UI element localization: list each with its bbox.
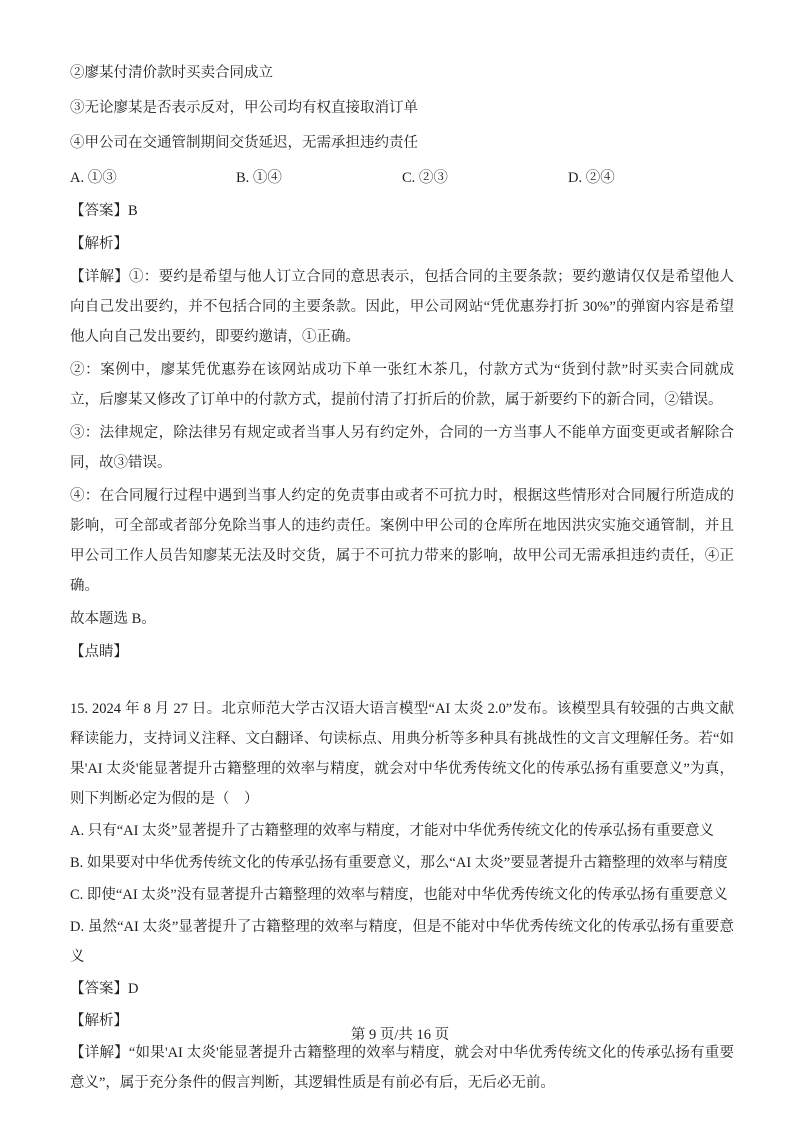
page-footer xyxy=(0,1024,800,1046)
q15-detail: 【详解】“如果'AI 太炎'能显著提升古籍整理的效率与精度，就会对中华优秀传统文化的传承弘扬有重要意义”，属于充分条件的假言判断，其逻辑性质是有前必有后，无后必无前。 xyxy=(70,1045,734,1091)
q15-analysis-heading: 【解析】 xyxy=(70,1013,128,1029)
q14-statement-4: ④甲公司在交通管制期间交货延迟，无需承担违约责任 xyxy=(70,135,418,151)
page-number-indicator: 第 9 页/共 16 页 xyxy=(350,1027,450,1043)
section-gap xyxy=(70,670,734,694)
page-content xyxy=(70,58,734,1100)
q15-answer: 【答案】D xyxy=(70,981,139,997)
q14-detail-point-2: ②：案例中，廖某凭优惠券在该网站成功下单一张红木茶几，付款方式为“货到付款”时买卖合同就成立，后廖某又修改了订单中的付款方式，提前付清了打折后的价款，属于新要约下的新合同，②错误。 xyxy=(70,362,734,408)
q14-option-a: A. ①③ xyxy=(70,170,117,186)
q14-option-b: B. ①④ xyxy=(236,170,282,186)
question-14-section xyxy=(70,58,734,667)
q15-option-c: C. 即使“AI 太炎”没有显著提升古籍整理的效率与精度，也能对中华优秀传统文化的传承弘扬有重要意义 xyxy=(70,887,728,903)
q15-stem: 15. 2024 年 8 月 27 日。北京师范大学古汉语大语言模型“AI 太炎 2.0”发布。该模型具有较强的古典文献释读能力，支持词义注释、文白翻译、句读标点、用典分析等多种具有挑战性的文言文理解任务。若“如果'AI 太炎'能显著提升古籍整理的效率与精度，就会对中华优秀传统文化的传承弘扬有重要意义”为真，则下判断必定为假的是（ ） xyxy=(70,701,734,807)
q15-option-b: B. 如果要对中华优秀传统文化的传承弘扬有重要意义，那么“AI 太炎”要显著提升古籍整理的效率与精度 xyxy=(70,855,728,871)
q14-detail-point-4: ④：在合同履行过程中遇到当事人约定的免责事由或者不可抗力时，根据这些情形对合同履行所造成的影响，可全部或者部分免除当事人的违约责任。案例中甲公司的仓库所在地因洪灾实施交通管制，并且甲公司工作人员告知廖某无法及时交货，属于不可抗力带来的影响，故甲公司无需承担违约责任，④正确。 xyxy=(70,488,734,594)
q14-statement-2: ②廖某付清价款时买卖合同成立 xyxy=(70,65,273,81)
q14-options-row xyxy=(70,163,734,193)
q14-answer: 【答案】B xyxy=(70,203,138,219)
q14-detail-point-1: 【详解】①：要约是希望与他人订立合同的意思表示，包括合同的主要条款；要约邀请仅仅是希望他人向自己发出要约，并不包括合同的主要条款。因此，甲公司网站“凭优惠券打折 30%”的弹窗内容是希望他人向自己发出要约，即要约邀请，①正确。 xyxy=(70,269,734,345)
q15-option-a: A. 只有“AI 太炎”显著提升了古籍整理的效率与精度，才能对中华优秀传统文化的传承弘扬有重要意义 xyxy=(70,823,715,839)
q15-option-d: D. 虽然“AI 太炎”显著提升了古籍整理的效率与精度，但是不能对中华优秀传统文化的传承弘扬有重要意义 xyxy=(70,919,734,965)
q14-conclusion: 故本题选 B。 xyxy=(70,611,156,627)
q14-option-d: D. ②④ xyxy=(568,170,615,186)
q14-detail-point-3: ③：法律规定，除法律另有规定或者当事人另有约定外，合同的一方当事人不能单方面变更或者解除合同，故③错误。 xyxy=(70,425,734,471)
q14-option-c: C. ②③ xyxy=(402,170,448,186)
q14-analysis-heading: 【解析】 xyxy=(70,236,128,252)
q14-tip-heading: 【点睛】 xyxy=(70,644,128,660)
q14-statement-3: ③无论廖某是否表示反对，甲公司均有权直接取消订单 xyxy=(70,100,418,116)
